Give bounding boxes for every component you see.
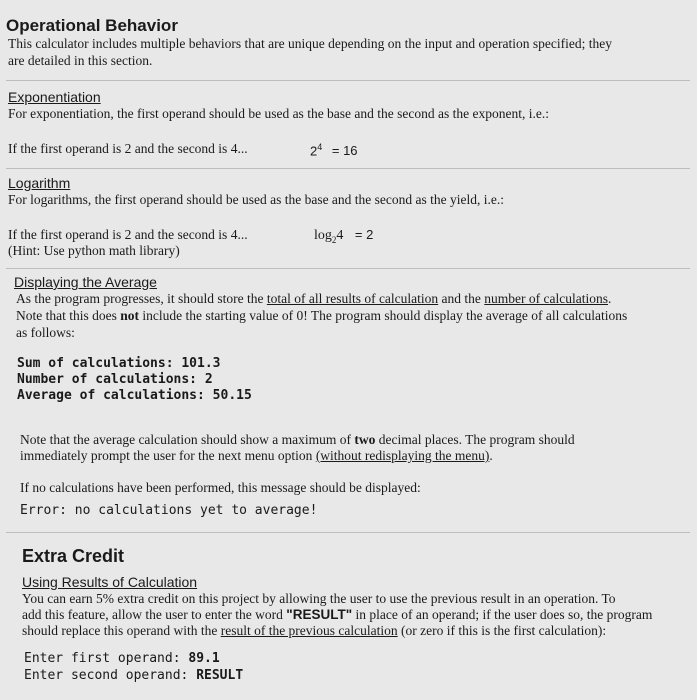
intro-line-1: This calculator includes multiple behaviors that are unique depending on the input and operation specified; they — [8, 36, 612, 51]
text-run: immediately prompt the user for the next menu option — [20, 448, 316, 463]
section-title-operational: Operational Behavior — [6, 16, 178, 35]
divider — [6, 80, 690, 81]
average-note-line2 — [20, 448, 493, 464]
extra-line-1: You can earn 5% extra credit on this project by allowing the user to use the previous result in an operation. To — [22, 591, 616, 606]
link-number-calculations: number of calculations — [484, 291, 609, 306]
text-run: in place of an operand; if the user does so, the program — [352, 607, 653, 622]
logarithm-example: If the first operand is 2 and the second is 4... — [8, 227, 248, 242]
text-run: . — [489, 448, 493, 463]
code-average: Average of calculations: 50.15 — [17, 388, 252, 403]
formula-log: log — [314, 228, 332, 243]
text-run: and the — [438, 291, 485, 306]
logarithm-hint: (Hint: Use python math library) — [8, 243, 180, 258]
text-run: As the program progresses, it should store the — [16, 291, 267, 306]
exponentiation-formula — [310, 142, 358, 158]
text-run: Note that the average calculation should show a maximum of — [20, 432, 355, 447]
code-label: Enter second operand: — [24, 668, 197, 683]
exponentiation-example: If the first operand is 2 and the second is 4... — [8, 141, 248, 156]
text-run: should replace this operand with the — [22, 623, 221, 638]
logarithm-formula — [314, 227, 373, 245]
divider — [6, 532, 690, 533]
code-enter-second — [24, 668, 243, 684]
code-value: 89.1 — [188, 651, 220, 666]
code-enter-first — [24, 651, 220, 667]
text-run: Note that this does — [16, 308, 121, 323]
formula-log-result: = 2 — [354, 227, 374, 242]
formula-base: 2 — [310, 143, 318, 159]
heading-using-results: Using Results of Calculation — [22, 574, 198, 590]
heading-logarithm: Logarithm — [8, 175, 71, 191]
bold-result-word: "RESULT" — [286, 607, 353, 622]
average-p1-line3: as follows: — [16, 325, 75, 340]
formula-result: = 16 — [331, 143, 358, 159]
no-calculations-text: If no calculations have been performed, this message should be displayed: — [20, 480, 421, 495]
logarithm-desc: For logarithms, the first operand should be used as the base and the second as the yield, i.e.: — [8, 192, 505, 207]
heading-exponentiation: Exponentiation — [8, 89, 101, 105]
text-run: . — [608, 291, 612, 306]
bold-not: not — [120, 308, 140, 323]
code-sum: Sum of calculations: 101.3 — [17, 356, 221, 371]
formula-log-arg: 4 — [336, 228, 344, 243]
divider — [6, 168, 690, 169]
code-label: Enter first operand: — [24, 651, 189, 666]
code-count: Number of calculations: 2 — [17, 372, 213, 387]
heading-average: Displaying the Average — [14, 274, 157, 290]
link-total-results: total of all results of calculation — [266, 291, 439, 306]
bold-two: two — [354, 432, 376, 447]
text-run: add this feature, allow the user to enter the word — [22, 607, 287, 622]
extra-line-3 — [22, 623, 606, 639]
text-run: include the starting value of 0! The program should display the average of all calculations — [139, 308, 628, 323]
extra-line-2 — [22, 607, 652, 623]
link-without-redisplaying: (without redisplaying the menu) — [315, 448, 490, 463]
average-note-line1 — [20, 432, 575, 448]
code-value: RESULT — [196, 668, 244, 683]
text-run: (or zero if this is the first calculation): — [397, 623, 607, 638]
code-error-message: Error: no calculations yet to average! — [20, 503, 318, 518]
average-p1-line2 — [16, 308, 627, 324]
exponentiation-desc: For exponentiation, the first operand should be used as the base and the second as the exponent, i.e.: — [8, 106, 549, 121]
link-previous-result: result of the previous calculation — [220, 623, 398, 638]
text-run: decimal places. The program should — [375, 432, 575, 447]
formula-log-base: 2 — [331, 234, 337, 245]
formula-exponent: 4 — [317, 142, 323, 152]
average-p1-line1 — [16, 291, 611, 307]
intro-line-2: are detailed in this section. — [8, 53, 153, 68]
section-title-extra-credit: Extra Credit — [22, 546, 125, 566]
divider — [6, 268, 690, 269]
